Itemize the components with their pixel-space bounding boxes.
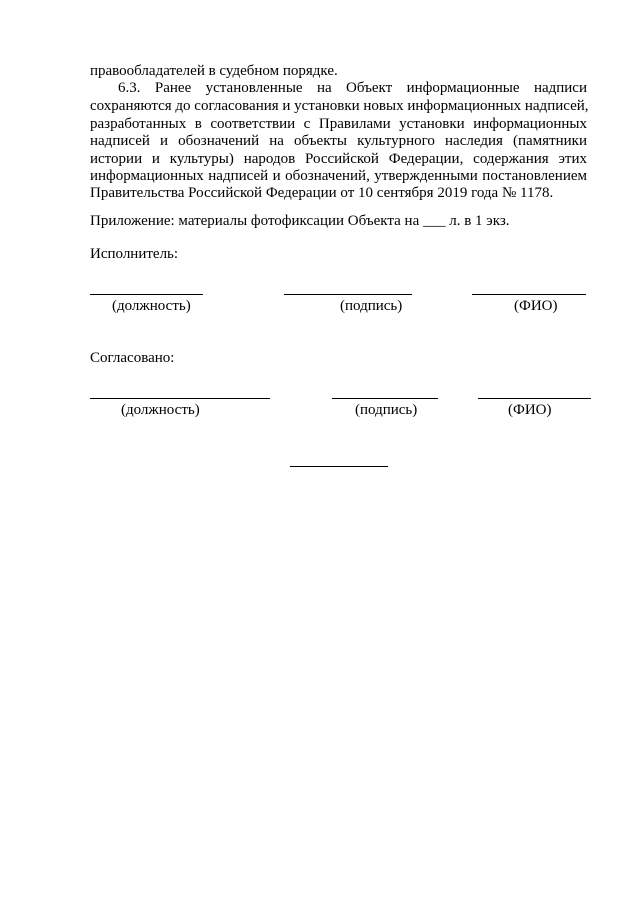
approved-heading: Согласовано: (90, 350, 175, 366)
closing-rule (290, 466, 388, 467)
approved-position-label: (должность) (121, 402, 200, 418)
text-line-5: надписей и обозначений на объекты культурного наследия (памятники (90, 133, 587, 149)
approved-name-rule (478, 398, 591, 399)
executor-position-label: (должность) (112, 298, 191, 314)
executor-position-rule (90, 294, 203, 295)
approved-signature-label: (подпись) (355, 402, 418, 418)
approved-signature-rule (332, 398, 438, 399)
text-line-1: правообладателей в судебном порядке. (90, 63, 338, 79)
text-line-8: Правительства Российской Федерации от 10 сентября 2019 года № 1178. (90, 185, 554, 201)
text-line-2: 6.3. Ранее установленные на Объект информационные надписи (118, 80, 587, 96)
approved-name-label: (ФИО) (508, 402, 552, 418)
approved-position-rule (90, 398, 270, 399)
executor-heading: Исполнитель: (90, 246, 179, 262)
text-line-6: истории и культуры) народов Российской Федерации, содержания этих (90, 151, 587, 167)
executor-signature-label: (подпись) (340, 298, 403, 314)
text-line-4: разработанных в соответствии с Правилами установки информационных (90, 116, 587, 132)
executor-signature-rule (284, 294, 412, 295)
executor-name-rule (472, 294, 586, 295)
executor-name-label: (ФИО) (514, 298, 558, 314)
attachment-line: Приложение: материалы фотофиксации Объекта на ___ л. в 1 экз. (90, 213, 510, 229)
text-line-3: сохраняются до согласования и установки новых информационных надписей, (90, 98, 589, 114)
text-line-7: информационных надписей и обозначений, утвержденными постановлением (90, 168, 587, 184)
